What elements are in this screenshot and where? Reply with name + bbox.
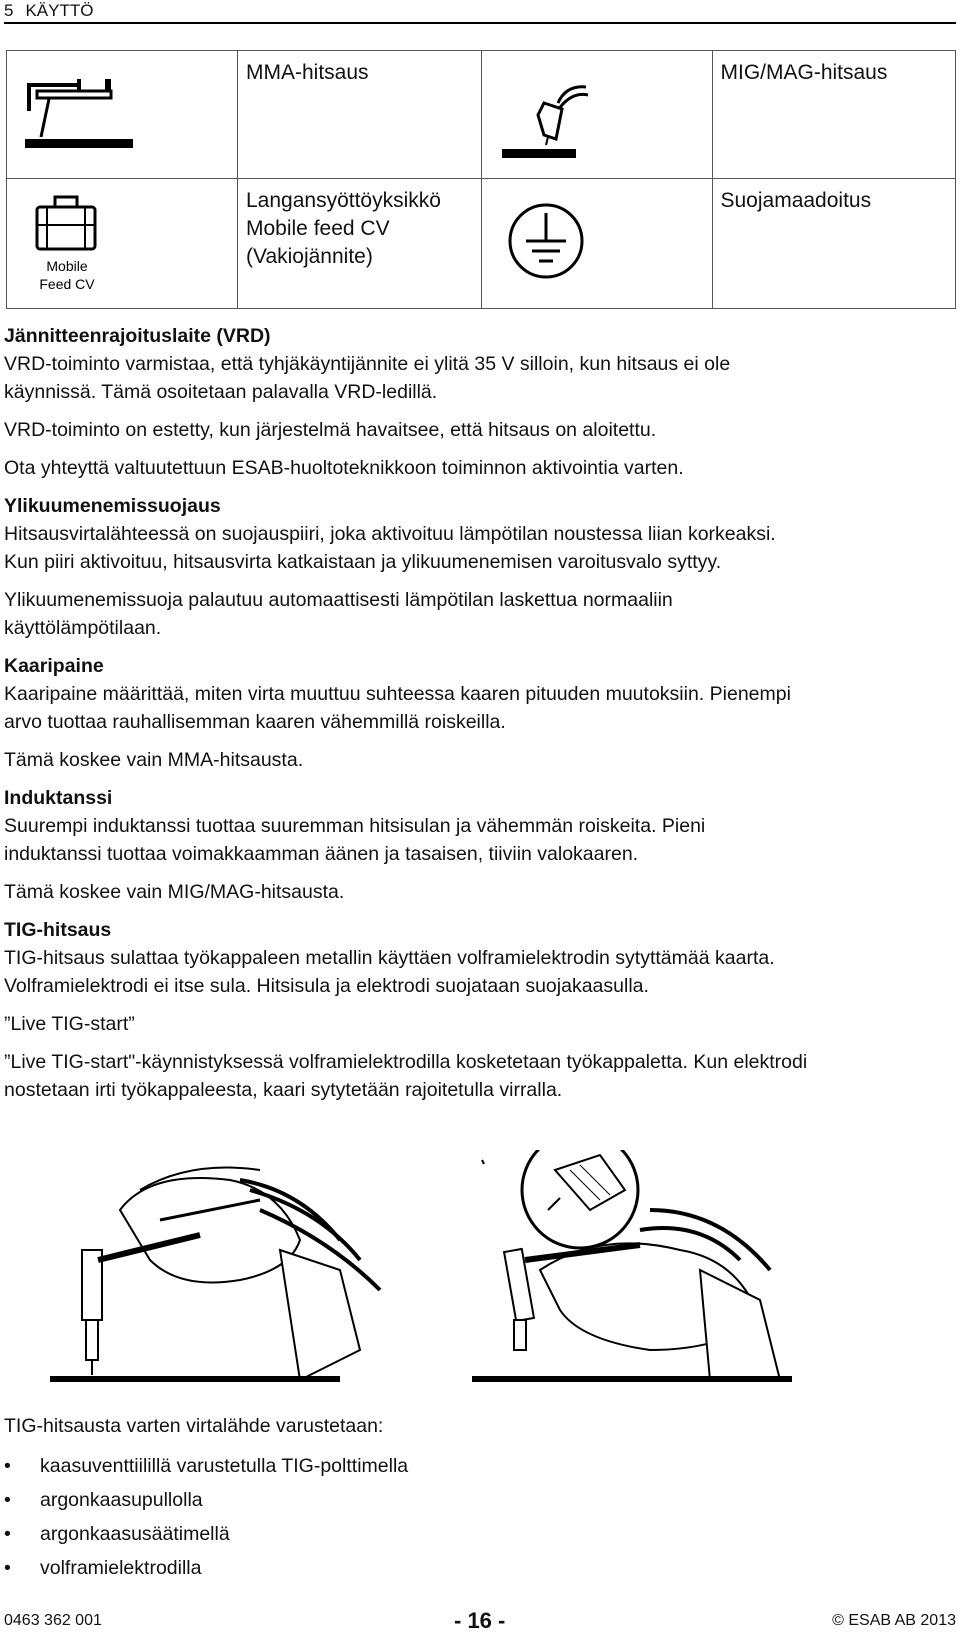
label-line: Langansyöttöyksikkö: [246, 189, 441, 212]
protective-earth-icon: [482, 179, 712, 309]
icon-text-feed-cv: Feed CV: [39, 276, 95, 292]
mma-welding-icon: [7, 51, 237, 179]
arc-force-paragraph-2: Tämä koskee vain MMA-hitsausta.: [4, 749, 304, 771]
overheat-paragraph-1-line-2: Kun piiri aktivoituu, hitsausvirta katkaistaan ja ylikuumenemisen varoitusvalo syttyy.: [4, 551, 722, 573]
mobile-feed-label: [238, 179, 482, 309]
label-line: (Vakiojännite): [246, 245, 373, 268]
live-tig-paragraph-line-1: ”Live TIG-start"-käynnistyksessä volframielektrodilla kosketetaan työkappaletta. Kun elektrodi: [4, 1051, 808, 1073]
inductance-heading: Induktanssi: [4, 787, 113, 809]
live-tig-paragraph-line-2: nostetaan irti työkappaleesta, kaari sytytetään rajoitetulla virralla.: [4, 1079, 563, 1101]
mig-mag-welding-icon: [482, 51, 712, 179]
tig-illustrations: [0, 1150, 960, 1400]
tig-paragraph-1-line-2: Volframielektrodi ei itse sula. Hitsisula ja elektrodi suojataan suojakaasulla.: [4, 975, 649, 997]
equipment-intro: TIG-hitsausta varten virtalähde varustetaan:: [4, 1415, 384, 1437]
protective-earth-label: Suojamaadoitus: [712, 179, 956, 309]
inductance-paragraph-2: Tämä koskee vain MIG/MAG-hitsausta.: [4, 881, 345, 903]
vrd-paragraph-3: Ota yhteyttä valtuutettuun ESAB-huoltoteknikkoon toiminnon aktivointia varten.: [4, 457, 684, 479]
arc-force-paragraph-1-line-2: arvo tuottaa rauhallisemman kaaren vähemmillä roiskeilla.: [4, 711, 506, 733]
live-tig-start-heading: ”Live TIG-start”: [4, 1013, 135, 1035]
ground-symbol-cell: [481, 179, 712, 309]
inductance-paragraph-1-line-2: induktanssi tuottaa voimakkaamman äänen ja tasaisen, tiiviin valokaaren.: [4, 843, 639, 865]
page-footer: [4, 1606, 956, 1634]
document-number: 0463 362 001: [4, 1612, 102, 1629]
vrd-paragraph-2: VRD-toiminto on estetty, kun järjestelmä havaitsee, että hitsaus on aloitettu.: [4, 419, 657, 441]
list-item: • volframielektrodilla: [4, 1554, 408, 1588]
section-number: 5: [4, 1, 14, 20]
overheat-heading: Ylikuumenemissuojaus: [4, 495, 221, 517]
mma-symbol-cell: [7, 51, 238, 179]
main-content: [4, 322, 956, 1104]
overheat-paragraph-2-line-1: Ylikuumenemissuoja palautuu automaattisesti lämpötilan laskettua normaaliin: [4, 589, 673, 611]
arc-force-heading: Kaaripaine: [4, 655, 104, 677]
icon-text-mobile: Mobile: [46, 258, 88, 274]
label-line: Mobile feed CV: [246, 217, 390, 240]
section-title: KÄYTTÖ: [25, 1, 94, 20]
tig-torch-illustration: [0, 1150, 960, 1400]
inductance-paragraph-1-line-1: Suurempi induktanssi tuottaa suuremman hitsisulan ja vähemmän roiskeita. Pieni: [4, 815, 706, 837]
vrd-paragraph-1-line-1: VRD-toiminto varmistaa, että tyhjäkäyntijännite ei ylitä 35 V silloin, kun hitsaus ei ole: [4, 353, 731, 375]
equipment-list: [4, 1452, 408, 1588]
mobile-feed-symbol-cell: [7, 179, 238, 309]
vrd-heading: Jännitteenrajoituslaite (VRD): [4, 325, 271, 347]
mig-mag-label: MIG/MAG-hitsaus: [712, 51, 956, 179]
copyright: © ESAB AB 2013: [832, 1612, 956, 1629]
vrd-paragraph-1-line-2: käynnissä. Tämä osoitetaan palavalla VRD-ledillä.: [4, 381, 438, 403]
mobile-feed-cv-icon: [7, 179, 237, 309]
tig-heading: TIG-hitsaus: [4, 919, 112, 941]
overheat-paragraph-2-line-2: käyttölämpötilaan.: [4, 617, 162, 639]
mma-label: MMA-hitsaus: [238, 51, 482, 179]
list-item: • argonkaasusäätimellä: [4, 1520, 408, 1554]
arc-force-paragraph-1-line-1: Kaaripaine määrittää, miten virta muuttuu suhteessa kaaren pituuden muutoksiin. Pienempi: [4, 683, 791, 705]
list-item: • argonkaasupullolla: [4, 1486, 408, 1520]
symbols-table: [6, 50, 956, 309]
page-header: [4, 0, 956, 24]
torch-touching-workpiece-image: [50, 1168, 380, 1383]
mig-symbol-cell: [481, 51, 712, 179]
page-number: - 16 -: [454, 1608, 506, 1633]
overheat-paragraph-1-line-1: Hitsausvirtalähteessä on suojauspiiri, joka aktivoituu lämpötilan noustessa liian korkeaksi.: [4, 523, 776, 545]
torch-lifted-arc-image: [472, 1150, 792, 1382]
tig-paragraph-1-line-1: TIG-hitsaus sulattaa työkappaleen metallin käyttäen volframielektrodin sytyttämää kaarta.: [4, 947, 775, 969]
list-item: • kaasuventtiilillä varustetulla TIG-polttimella: [4, 1452, 408, 1486]
